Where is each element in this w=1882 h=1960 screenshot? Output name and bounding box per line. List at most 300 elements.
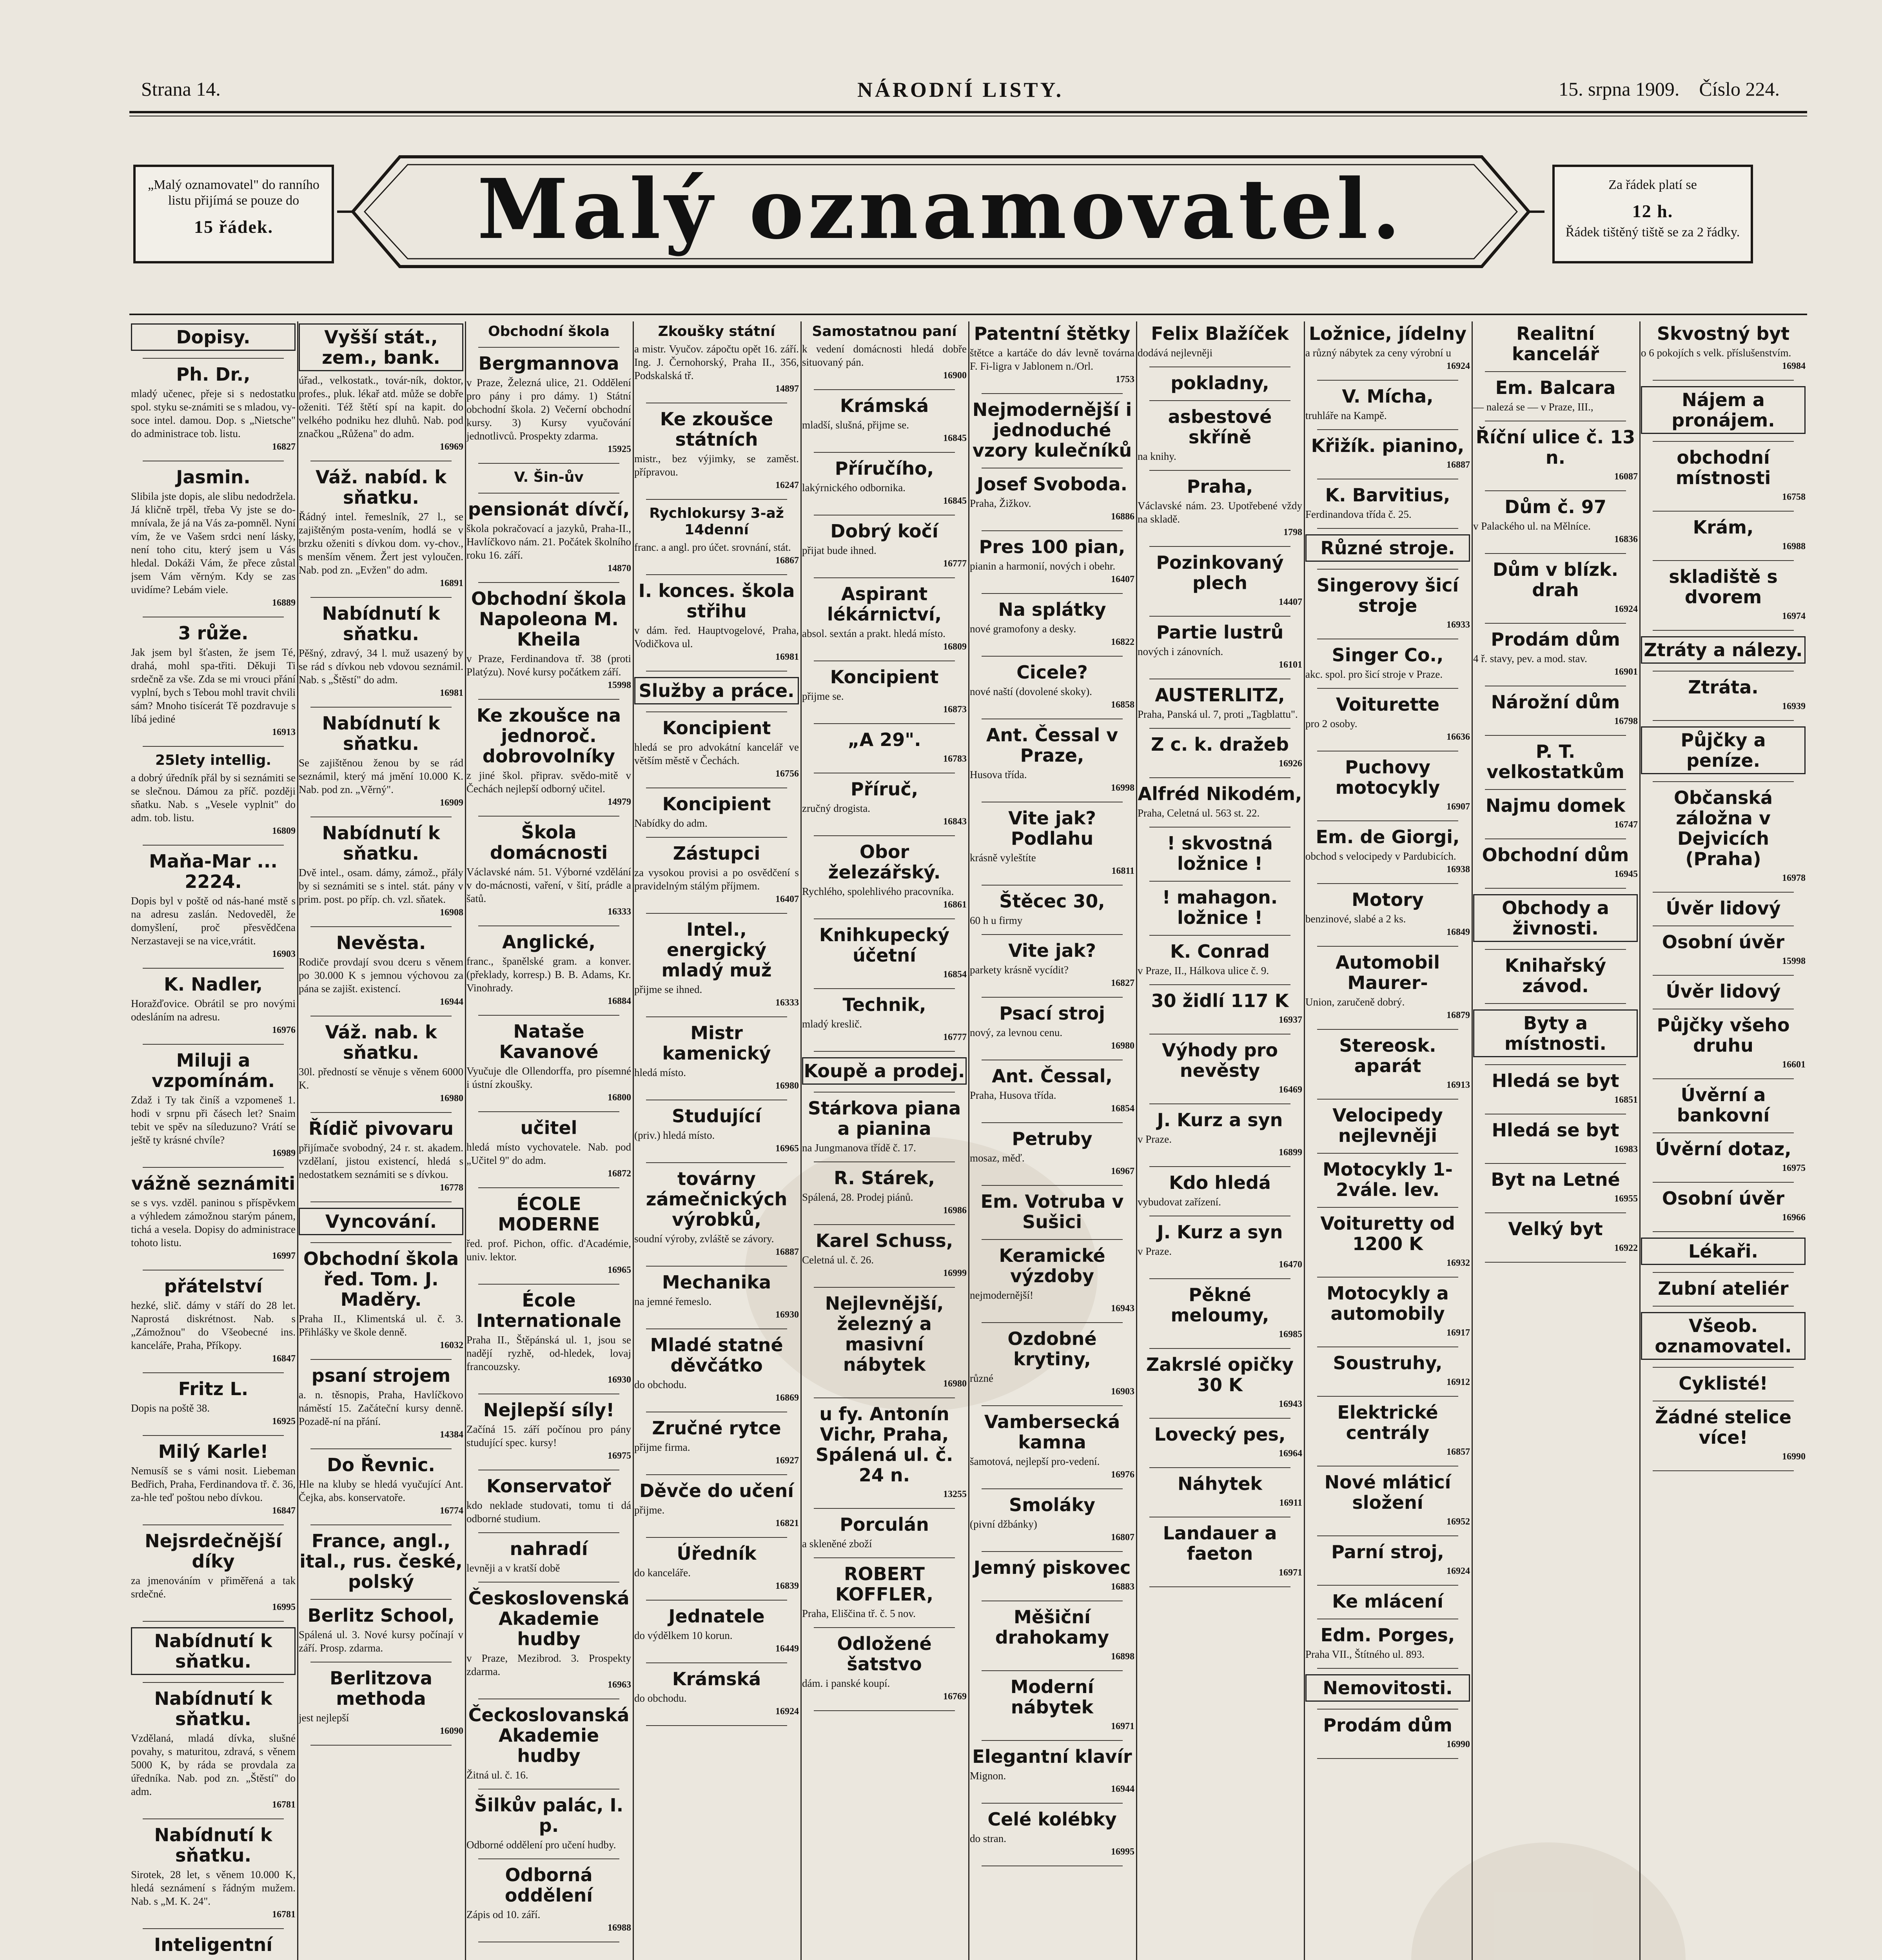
- ad-heading: Čeckoslovanská Akademie hudby: [468, 1704, 630, 1766]
- classified-ad: [466, 1400, 631, 1463]
- ad-number: 16891: [440, 578, 463, 588]
- ad-separator: [646, 711, 787, 712]
- ad-number: 16333: [775, 998, 799, 1008]
- ad-number: 16976: [272, 1025, 296, 1035]
- ad-heading: Československá Akademie hudby: [468, 1588, 630, 1650]
- ad-separator: [1485, 735, 1626, 736]
- ad-heading: Singerovy šicí stroje: [1316, 575, 1459, 616]
- classified-ad: [970, 599, 1134, 649]
- ad-separator: [982, 1405, 1123, 1406]
- classified-ad: [1138, 1172, 1302, 1209]
- column-rule: [465, 321, 466, 1960]
- classified-ad: [970, 1495, 1134, 1544]
- ad-body: krásně vyleštíte: [970, 852, 1036, 864]
- ad-separator: [982, 1488, 1123, 1489]
- classified-ad: [970, 1191, 1134, 1232]
- ad-separator: [1149, 1467, 1290, 1468]
- ad-separator: [1653, 1132, 1794, 1133]
- ad-heading: Ke zkoušce státních: [660, 408, 773, 450]
- ad-heading: Cicele?: [1016, 662, 1088, 683]
- ad-separator: [478, 1532, 619, 1533]
- classified-ad: [1305, 889, 1470, 939]
- ad-heading: Obor železářský.: [828, 841, 941, 883]
- ad-number: 16913: [272, 727, 296, 737]
- ad-number: 15998: [608, 680, 631, 690]
- ad-separator: [143, 1621, 284, 1622]
- ad-body: Nemusíš se s vámi nosit. Liebeman Bedřich, Praha, Ferdinandova tř. č. 36, za-hle teď poštou nebo dívkou.: [131, 1465, 296, 1503]
- ad-separator: [478, 582, 619, 583]
- ad-separator: [1149, 881, 1290, 882]
- classified-ad: [1473, 795, 1638, 831]
- ad-body: Ferdinandova třída č. 25.: [1305, 508, 1412, 520]
- ad-heading: Ke mlácení: [1332, 1591, 1443, 1612]
- classified-ad: [131, 1531, 296, 1614]
- ad-body: parkety krásně vycídit?: [970, 964, 1069, 976]
- ad-number: 16769: [943, 1691, 967, 1702]
- ad-heading: Nabídnutí k sňatku.: [322, 603, 440, 644]
- ad-number: 16980: [943, 1379, 967, 1389]
- ad-separator: [1149, 616, 1290, 617]
- classified-ad: [970, 940, 1134, 990]
- ad-separator: [1485, 1212, 1626, 1213]
- ad-body: v Praze, Ferdinandova tř. 38 (proti Platýzu). Nové kursy počátkem září.: [466, 653, 631, 678]
- ad-number: 16995: [272, 1602, 296, 1612]
- ad-body: truhláře na Kampě.: [1305, 410, 1387, 421]
- ad-heading: AUSTERLITZ,: [1155, 684, 1285, 706]
- ad-separator: [982, 1122, 1123, 1123]
- ad-heading: Výhody pro nevěsty: [1162, 1040, 1278, 1081]
- classified-ad: [802, 842, 967, 911]
- classified-ad: [1138, 941, 1302, 977]
- ad-separator: [982, 885, 1123, 886]
- classified-ad: [1305, 1542, 1470, 1578]
- ad-heading: Občanská záložna v Dejvicích (Praha): [1673, 787, 1773, 869]
- ad-body: mladý učenec, přeje si s nedostatku spol. styku se-známiti se s mladou, vy-soce intel. damou. Dop. s „Nietsche" do administrace tob. listu.: [131, 388, 296, 439]
- ad-separator: [814, 452, 955, 453]
- ad-separator: [814, 577, 955, 578]
- classified-ad: [1305, 575, 1470, 632]
- ad-separator: [1485, 490, 1626, 491]
- ad-separator: [814, 1161, 955, 1162]
- ad-number: 16887: [1446, 460, 1470, 470]
- classified-ad: [1305, 1591, 1470, 1612]
- ad-heading: Em. Balcara: [1495, 377, 1616, 398]
- ad-separator: [1317, 1277, 1458, 1278]
- ad-heading: Byty a místnosti.: [1473, 1009, 1638, 1057]
- classified-ad: [1305, 952, 1470, 1022]
- ad-heading: Ke zkoušce na jednoroč. dobrovolníky: [476, 705, 621, 767]
- ad-heading: Obchodní škola: [488, 323, 610, 339]
- ad-heading: Praha,: [1187, 476, 1253, 497]
- ad-body: Pěšný, zdravý, 34 l. muž usazený by se rád s dívkou neb vdovou seznámil. Nab. s „Štěstí" do adm.: [299, 647, 463, 686]
- ad-separator: [814, 1627, 955, 1628]
- ad-number: 16811: [1111, 866, 1134, 876]
- columns-top-rule: [129, 314, 1807, 315]
- ad-number: 16925: [272, 1416, 296, 1426]
- classified-ad: [1473, 629, 1638, 679]
- ad-separator: [982, 1322, 1123, 1323]
- ad-separator: [1653, 975, 1794, 976]
- classified-ad: [1138, 1354, 1302, 1411]
- ad-heading: Z c. k. dražeb: [1151, 734, 1289, 755]
- ad-heading: P. T. velkostatkům: [1486, 741, 1624, 782]
- classified-ad: [131, 1627, 296, 1675]
- ad-heading: Příručího,: [835, 458, 934, 479]
- ad-separator: [1485, 371, 1626, 372]
- classified-ad: [1138, 373, 1302, 393]
- ad-heading: Odborná oddělení: [505, 1864, 593, 1906]
- ad-separator: [982, 530, 1123, 531]
- ad-number: 16903: [272, 949, 296, 959]
- ad-number: 14979: [608, 797, 631, 807]
- ad-number: 16800: [608, 1093, 631, 1103]
- ad-number: 16963: [608, 1680, 631, 1690]
- ad-heading: Samostatnou paní: [812, 323, 957, 339]
- column-rule: [800, 321, 802, 1960]
- ad-number: 16926: [1279, 759, 1302, 769]
- classified-ad: [970, 1607, 1134, 1663]
- classified-ad: [131, 364, 296, 454]
- ad-number: 14897: [775, 384, 799, 394]
- ad-heading: Krám,: [1693, 517, 1754, 538]
- ad-number: 16839: [775, 1581, 799, 1591]
- classified-ad: [1138, 685, 1302, 721]
- ad-separator: [1149, 1278, 1290, 1279]
- ad-heading: Vyncování.: [299, 1208, 463, 1235]
- ad-separator: [982, 1670, 1123, 1671]
- classified-ad: [634, 1543, 799, 1593]
- ad-number: 16909: [440, 798, 463, 808]
- classified-ad: [1138, 734, 1302, 770]
- ad-body: škola pokračovací a jazyků, Praha-II., Havlíčkovo nám. 21. Počátek školního roku 16. září.: [466, 523, 631, 561]
- ad-separator: [646, 913, 787, 914]
- classified-ad: [802, 1098, 967, 1154]
- ad-separator: [1485, 623, 1626, 624]
- ad-number: 16247: [775, 480, 799, 490]
- ad-heading: J. Kurz a syn: [1157, 1221, 1283, 1243]
- ad-number: 16809: [943, 642, 967, 652]
- classified-ad: [1473, 377, 1638, 414]
- ad-heading: Alfréd Nikodém,: [1138, 783, 1302, 804]
- classified-ad: [1305, 1353, 1470, 1389]
- classified-ad: [1641, 677, 1806, 713]
- ad-heading: Stereosk. aparát: [1339, 1035, 1436, 1076]
- ad-heading: Koncipient: [662, 717, 771, 739]
- ad-separator: [1149, 777, 1290, 778]
- ad-heading: Nejmodernější i jednoduché vzory kulečníků: [972, 399, 1132, 461]
- ad-heading: Voituretty od 1200 K: [1320, 1213, 1455, 1254]
- ad-heading: Vite jak?: [1008, 940, 1096, 961]
- ad-separator: [1485, 1003, 1626, 1004]
- classified-ad: [1473, 323, 1638, 364]
- ad-number: 16924: [775, 1706, 799, 1717]
- ad-number: 16943: [1279, 1399, 1302, 1409]
- classified-ad: [1138, 1222, 1302, 1271]
- ad-number: 16901: [1614, 667, 1638, 677]
- classified-ad: [299, 823, 463, 919]
- ad-number: 16899: [1279, 1147, 1302, 1158]
- ad-number: 16861: [943, 900, 967, 910]
- classified-ad: [1473, 427, 1638, 483]
- column-rule: [968, 321, 969, 1960]
- ad-number: 16980: [775, 1081, 799, 1091]
- ad-body: Praha, Eliščina tř. č. 5 nov.: [802, 1608, 916, 1619]
- classified-ad: [970, 1746, 1134, 1796]
- ad-body: Vzdělaná, mladá dívka, slušné povahy, s maturitou, zdravá, s věnem 5000 K, by ráda se provdala za úředníka. Nab. pod zn. „Štěstí" do adm.: [131, 1732, 296, 1797]
- ad-body: z jiné škol. připrav. svědo-mitě v Čechách nejlepší odborný učitel.: [466, 769, 631, 795]
- ad-body: přijat bude ihned.: [802, 544, 877, 556]
- ad-body: a skleněné zboží: [802, 1538, 872, 1550]
- ad-heading: 25lety intellig.: [155, 752, 272, 768]
- classified-ad: [466, 932, 631, 1008]
- ad-separator: [1149, 827, 1290, 828]
- classified-ad: [970, 1809, 1134, 1858]
- ad-number: 16470: [1279, 1259, 1302, 1270]
- ad-separator: [478, 1187, 619, 1188]
- ad-body: (priv.) hledá místo.: [634, 1129, 715, 1141]
- ad-body: řed. prof. Pichon, offic. d'Académie, univ. lektor.: [466, 1238, 631, 1263]
- classified-ad: [970, 1245, 1134, 1315]
- classified-ad: [466, 1705, 631, 1782]
- ad-heading: Kdo hledá: [1169, 1172, 1271, 1193]
- ad-separator: [814, 835, 955, 836]
- ad-separator: [1485, 1262, 1626, 1263]
- ad-separator: [1317, 569, 1458, 570]
- ad-heading: Najmu domek: [1485, 795, 1626, 816]
- classified-ad: [802, 779, 967, 828]
- classified-ad: [634, 323, 799, 396]
- classified-ad: [1641, 447, 1806, 504]
- classified-ad: [970, 1557, 1134, 1593]
- ad-separator: [143, 968, 284, 969]
- classified-ad: [131, 1935, 296, 1955]
- ad-number: 16964: [1279, 1448, 1302, 1459]
- ad-separator: [1149, 935, 1290, 936]
- ad-heading: Lovecký pes,: [1154, 1424, 1286, 1445]
- ad-body: Praha II., Štěpánská ul. 1, jsou se nadějí ryzhě, od-hledek, lovaj francouzsky.: [466, 1334, 631, 1372]
- page-header: [118, 70, 1803, 105]
- ad-heading: Na splátky: [998, 599, 1106, 620]
- ad-separator: [982, 1740, 1123, 1741]
- classified-ad: [131, 1050, 296, 1160]
- ad-number: 16983: [1614, 1144, 1638, 1154]
- ad-number: 16986: [943, 1205, 967, 1216]
- right-box-price: 12 h.: [1632, 201, 1673, 221]
- ad-number: 16998: [1111, 783, 1134, 793]
- ad-number: 16851: [1614, 1095, 1638, 1105]
- ad-body: do výdělkem 10 korun.: [634, 1630, 733, 1641]
- ad-heading: Smoláky: [1009, 1494, 1096, 1515]
- ad-heading: Jasmin.: [176, 466, 250, 488]
- classified-ad: [1138, 1523, 1302, 1579]
- ad-separator: [814, 1092, 955, 1093]
- ad-number: 16884: [608, 996, 631, 1006]
- ad-column: [466, 323, 631, 1960]
- ad-heading: Zakrslé opičky 30 K: [1146, 1354, 1294, 1396]
- classified-ad: [1305, 694, 1470, 744]
- ad-number: 16836: [1614, 534, 1638, 544]
- ad-heading: Škola domácnosti: [490, 822, 608, 863]
- ad-separator: [1653, 511, 1794, 512]
- ad-heading: Služby a práce.: [634, 677, 799, 704]
- ad-number: 15998: [1782, 956, 1806, 966]
- ad-body: Praha VII., Štítného ul. 893.: [1305, 1648, 1425, 1660]
- ad-heading: Úvěr lidový: [1666, 898, 1781, 919]
- classified-ad: [1305, 757, 1470, 813]
- ad-number: 16843: [943, 817, 967, 827]
- ad-number: 16966: [1782, 1212, 1806, 1223]
- ad-number: 16980: [1111, 1041, 1134, 1051]
- ad-heading: Nabídnutí k sňatku.: [154, 1688, 272, 1730]
- ad-heading: Koncipient: [662, 793, 771, 815]
- ad-separator: [1149, 400, 1290, 401]
- ad-separator: [143, 746, 284, 747]
- ad-separator: [1653, 1231, 1794, 1232]
- ad-number: 16858: [1111, 700, 1134, 710]
- ad-heading: Příruč,: [850, 779, 918, 800]
- ad-heading: továrny zámečnických výrobků,: [646, 1168, 788, 1230]
- ad-number: 16822: [1111, 637, 1134, 647]
- ad-separator: [143, 1682, 284, 1683]
- ad-heading: pokladny,: [1171, 372, 1269, 394]
- ad-number: 16990: [1782, 1452, 1806, 1462]
- ad-separator: [982, 1803, 1123, 1804]
- ad-heading: Aspirant lékárnictví,: [827, 583, 942, 625]
- ad-heading: Bergmannova: [478, 353, 619, 374]
- left-info-box: [133, 165, 334, 263]
- ad-separator: [143, 1818, 284, 1819]
- ad-number: 16981: [775, 652, 799, 662]
- ad-separator: [982, 934, 1123, 935]
- ad-column: [1641, 323, 1806, 1960]
- classified-ad: [802, 1514, 967, 1550]
- column-rule: [633, 321, 634, 1960]
- ad-body: kdo neklade studovati, tomu ti dá odborné studium.: [466, 1499, 631, 1524]
- ad-number: 16087: [1614, 472, 1638, 482]
- ad-number: 16407: [1111, 574, 1134, 584]
- ad-separator: [646, 574, 787, 575]
- ad-body: hezké, slič. dámy v stáří do 28 let. Naprostá diskrétnost. Nab. s „Zámožnou" do Všeobecné ins. kanceláře, Praha, Příkopy.: [131, 1299, 296, 1351]
- ad-separator: [814, 1508, 955, 1509]
- ad-body: do obchodu.: [634, 1692, 687, 1704]
- classified-ad: [299, 713, 463, 809]
- ad-separator: [1149, 546, 1290, 547]
- classified-ad: [802, 995, 967, 1044]
- ad-separator: [143, 358, 284, 359]
- ad-number: 16821: [775, 1518, 799, 1528]
- ad-number: 16944: [1111, 1784, 1134, 1794]
- ad-number: 16847: [272, 1354, 296, 1364]
- ad-separator: [646, 1662, 787, 1663]
- ad-separator: [1317, 528, 1458, 529]
- classified-ad: [1641, 1238, 1806, 1265]
- ad-separator: [1149, 728, 1290, 729]
- classified-ad: [466, 1194, 631, 1277]
- ad-heading: Žádné stelice více!: [1655, 1406, 1791, 1448]
- ad-separator: [478, 816, 619, 817]
- classified-ad: [1305, 1213, 1470, 1270]
- ad-number: 16867: [775, 555, 799, 566]
- right-box-note: Řádek tištěný tiště se za 2 řádky.: [1565, 225, 1740, 240]
- ad-heading: Motory: [1352, 889, 1424, 910]
- classified-ad: [970, 1328, 1134, 1398]
- ad-number: 16974: [1782, 611, 1806, 621]
- ad-heading: Půjčky všeho druhu: [1657, 1014, 1790, 1056]
- ad-heading: Úvěr lidový: [1666, 981, 1781, 1002]
- ad-number: 16978: [1782, 873, 1806, 883]
- ad-separator: [1317, 1153, 1458, 1154]
- ad-body: a dobrý úředník přál by si seznámiti se se slečnou. Dámou za příč. později sňatku. Nab. s „Vesele vyplnit" do adm. tob. listu.: [131, 772, 296, 824]
- ad-heading: Edm. Porges,: [1320, 1624, 1455, 1646]
- ad-separator: [478, 347, 619, 348]
- ad-heading: ! mahagon. ložnice !: [1162, 887, 1278, 928]
- classified-ad: [299, 1365, 463, 1441]
- ad-heading: Miluji a vzpomínám.: [151, 1050, 275, 1091]
- ad-heading: Patentní štětky: [974, 323, 1131, 344]
- ad-heading: Vyšší stát., zem., bank.: [299, 323, 463, 371]
- ad-separator: [1653, 1367, 1794, 1368]
- classified-ad: [802, 323, 967, 382]
- ad-body: k vedení domácnosti hledá dobře situovaný pán.: [802, 343, 967, 368]
- ad-number: 16985: [1279, 1329, 1302, 1339]
- ad-number: 1798: [1283, 527, 1302, 537]
- classified-ad: [1138, 476, 1302, 539]
- ad-body: zručný drogista.: [802, 802, 870, 814]
- ad-separator: [310, 1448, 452, 1449]
- classified-ad: [634, 505, 799, 567]
- ad-body: na jemné řemeslo.: [634, 1296, 712, 1307]
- ad-separator: [1485, 553, 1626, 554]
- classified-ad: [1138, 407, 1302, 463]
- ad-number: 16883: [1111, 1582, 1134, 1592]
- classified-ad: [1641, 1373, 1806, 1394]
- ad-number: 16917: [1446, 1328, 1470, 1338]
- classified-ad: [466, 1476, 631, 1525]
- classified-ad: [1138, 1474, 1302, 1510]
- ad-body: absol. sextán a prakt. hledá místo.: [802, 628, 946, 639]
- classified-ad: [1138, 323, 1302, 359]
- ad-body: Odborné oddělení pro učení hudby.: [466, 1839, 616, 1851]
- ad-heading: Říční ulice č. 13 n.: [1475, 426, 1635, 468]
- ad-number: 16827: [272, 442, 296, 452]
- column-rule: [1472, 321, 1473, 1960]
- ad-heading: Řídič pivovaru: [309, 1118, 454, 1139]
- classified-ad: [466, 822, 631, 918]
- ad-body: za vysokou provisi a po osvědčení s pravidelným stálým příjmem.: [634, 867, 799, 892]
- ad-body: v Praze, Mezibrod. 3. Prospekty zdarma.: [466, 1652, 631, 1677]
- ad-body: Husova třída.: [970, 769, 1027, 780]
- ad-body: vybudovat zařízení.: [1138, 1196, 1221, 1208]
- ad-number: 16907: [1446, 802, 1470, 812]
- ad-heading: Pěkné meloumy,: [1171, 1284, 1269, 1326]
- ad-heading: Motocykly 1-2vále. lev.: [1323, 1159, 1453, 1200]
- ad-heading: Nataše Kavanové: [499, 1021, 599, 1062]
- ad-heading: Studující: [671, 1105, 762, 1127]
- ad-separator: [646, 1162, 787, 1163]
- ad-body: a. n. těsnopis, Praha, Havlíčkovo náměstí 15. Začáteční kursy denně. Pozadě-ní na přání.: [299, 1389, 463, 1427]
- ad-body: obchod s velocipedy v Pardubicích.: [1305, 850, 1456, 862]
- ad-body: nové naští (dovolené skoky).: [970, 686, 1092, 697]
- ad-heading: Hledá se byt: [1492, 1120, 1619, 1141]
- classified-ad: [634, 1106, 799, 1155]
- ad-separator: [646, 1474, 787, 1475]
- ad-heading: Parní stroj,: [1331, 1541, 1444, 1563]
- ad-body: Dopis na poště 38.: [131, 1402, 210, 1414]
- classified-ad: [1473, 1169, 1638, 1205]
- ad-heading: Odložené šatstvo: [837, 1633, 932, 1675]
- ad-column: [1305, 323, 1470, 1960]
- classified-ad: [466, 588, 631, 692]
